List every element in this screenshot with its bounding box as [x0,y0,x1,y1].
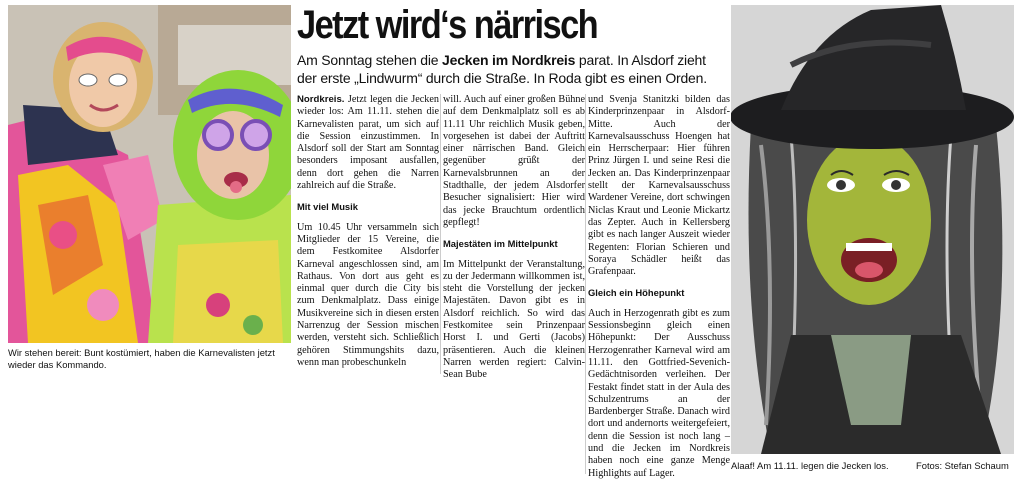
photo-witch-costume [731,5,1014,454]
column2-paragraph-1: will. Auch auf einer großen Bühne auf dem Denkmalplatz soll es ab 11.11 Uhr reichlich Musik geben, vorgesehen ist dabei der Auftritt einer närrischen Band. Gleich gegenüber grüßt der Karnevalsbrunnen an der Stadthalle, der jedem Alsdorfer Besucher signalisiert: Hier wird das jecke Brauchtum ordentlich gepflegt! [443,94,585,228]
subhead-text-2: parat. In Alsdorf zieht der erste „Lindwurm“ durch die Straße. In Roda gibt es einen Orden. [297,52,707,86]
article-subhead [297,52,727,87]
column-divider [585,94,586,474]
column1-paragraph-1: Jetzt legen die Jecken wieder los: Am 11.11. stehen die Karnevalisten parat, um sich auf die Session einzustimmen. In Alsdorf soll der Start am Sonntag besonders imposant ausfallen, denn dort gehen die Narren zahlreich auf die Straße. [297,94,439,192]
column2-paragraph-2: Im Mittelpunkt der Veranstaltung, zu der Jedermann willkommen ist, steht die Vorstellung der jecken Majestäten. Davon gibt es in Alsdorf reichlich. So wird das Festkomitee sein Prinzenpaar Horst I. und Gerti (Jacobs) präsentieren. Auch die kleinen Narren werden regiert: Calvin-Sean Bube [443,258,585,381]
article-column-2 [443,94,585,382]
article-column-1 [297,94,439,369]
column1-paragraph-2: Um 10.45 Uhr versammeln sich Mitglieder der 15 Vereine, die dem Festkomitee Alsdorfer Karneval angeschlossen sind, am Rathaus. Von dort aus geht es einmal quer durch die City bis zum Denkmalplatz. Dass einige Musikvereine sich in diesen ersten Narrenzug der Session mischen werden, versteht sich. Schließlich gehören Stimmungshits dazu, wenn man probeschunkeln [297,221,439,368]
subhead-bold: Jecken im Nordkreis [442,52,576,68]
column-divider [440,94,441,374]
photo-carnival-revellers [8,5,291,343]
caption-left-photo: Wir stehen bereit: Bunt kostümiert, haben die Karnevalisten jetzt wieder das Kommando. [8,347,275,370]
column3-paragraph-2: Auch in Herzogenrath gibt es zum Sessionsbeginn gleich einen Höhepunkt: Der Ausschuss Herzogenrather Karneval wird am 11.11. den Gottfried-Sevenich-Gedächtnisorden verleihen. Der Festakt findet statt in der Aula des Schulzentrums an der Bardenberger Straße. Danach wird dort und andernorts weitergefeiert, denn die Session ist noch lang – und die Jecken im Nordkreis haben noch eine ganze Menge Highlights auf Lager. [588,307,730,479]
subhead-text-1: Am Sonntag stehen die [297,52,443,68]
photo-credit: Fotos: Stefan Schaum [916,460,1009,471]
dateline: Nordkreis. [297,94,345,105]
caption-right-photo: Alaaf! Am 11.11. legen die Jecken los. [731,460,889,471]
subheading-hoehepunkt: Gleich ein Höhepunkt [588,287,685,299]
article-column-3 [588,94,730,480]
subheading-majestaeten: Majestäten im Mittelpunkt [443,238,558,250]
column3-paragraph-1: und Svenja Stanitzki bilden das Kinderprinzenpaar in Alsdorf-Mitte. Auch der Karnevalsausschuss Hoengen hat ein Herrscherpaar: Hier führen Prinz Jürgen I. und seine Resi die Jecken an. Das Kinderprinzenpaar stellt der Karnevalsausschuss Wardener Vereine, dort schwingen Niclas Kraut und Leonie Mickartz das Zepter. Auch in Kellersberg gibt es nach langer Auszeit wieder Regenten: Florian Schieren und Soraya Schädler heißt das Grafenpaar. [588,94,730,278]
article-headline: Jetzt wird‘s närrisch [297,3,598,47]
subheading-mit-viel-musik: Mit viel Musik [297,201,358,213]
